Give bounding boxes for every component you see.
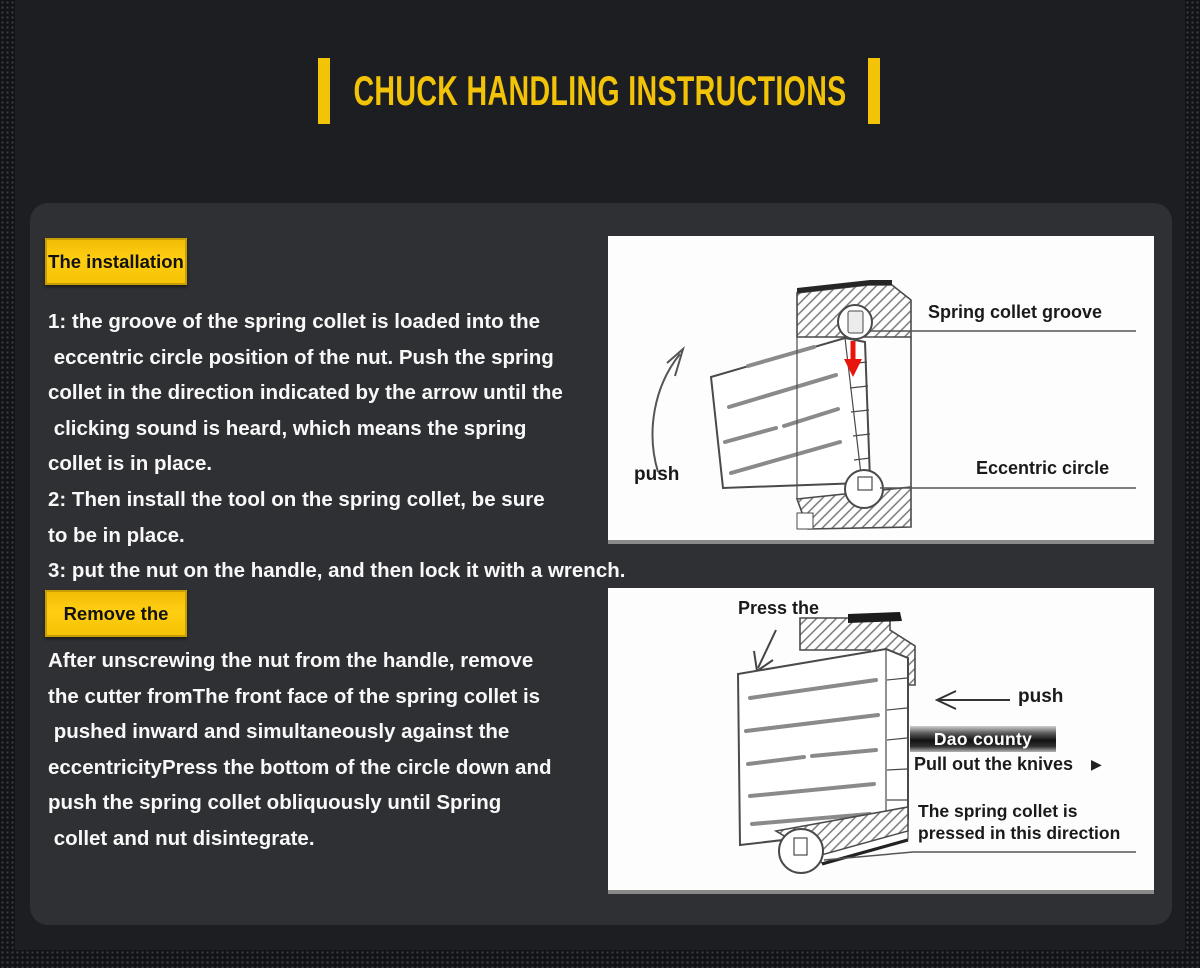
collet-remove-drawing xyxy=(608,588,1154,890)
installation-badge: The installation xyxy=(45,238,187,285)
pressed-direction-label xyxy=(918,800,1120,844)
page-title: CHUCK HANDLING INSTRUCTIONS xyxy=(353,67,847,114)
installation-diagram xyxy=(608,236,1154,540)
instruction-line: 2: Then install the tool on the spring collet, be sure xyxy=(48,487,545,511)
eccentric-circle-label: Eccentric circle xyxy=(976,458,1110,478)
instruction-line: pushed inward and simultaneously against the xyxy=(48,720,510,744)
removal-badge: Remove the xyxy=(45,590,187,637)
spring-collet-groove-label: Spring collet groove xyxy=(928,302,1103,322)
title-accent-bar-left xyxy=(318,58,330,124)
push-label: push xyxy=(1018,686,1064,707)
instruction-line: collet is in place. xyxy=(48,452,213,476)
press-the-label: Press the xyxy=(738,598,820,618)
content-panel xyxy=(30,203,1172,925)
page-header xyxy=(0,56,1200,126)
instruction-line: collet in the direction indicated by the arrow until the xyxy=(48,381,563,405)
instruction-line: collet and nut disintegrate. xyxy=(48,826,315,850)
instruction-line: eccentricityPress the bottom of the circle down and xyxy=(48,755,552,779)
pull-out-knives-label xyxy=(914,754,1102,775)
instruction-line: clicking sound is heard, which means the spring xyxy=(48,416,527,440)
removal-diagram xyxy=(608,588,1154,890)
pull-out-knives-text: Pull out the knives xyxy=(914,754,1074,774)
dao-county-badge: Dao county xyxy=(910,726,1056,752)
press-arrow-icon xyxy=(758,630,776,668)
push-label: push xyxy=(634,464,680,485)
right-triangle-icon: ▶ xyxy=(1091,756,1102,772)
title-accent-bar-right xyxy=(868,58,880,124)
instruction-line: 3: put the nut on the handle, and then lock it with a wrench. xyxy=(48,559,626,583)
instruction-line: 1: the groove of the spring collet is loaded into the xyxy=(48,310,541,333)
instruction-line: After unscrewing the nut from the handle, remove xyxy=(48,649,534,672)
instruction-line: the cutter fromThe front face of the spring collet is xyxy=(48,684,541,708)
pressed-direction-line1: The spring collet is xyxy=(918,801,1078,821)
collet-install-drawing xyxy=(608,236,1154,540)
instruction-line: push the spring collet obliquously until Spring xyxy=(48,791,502,815)
pressed-direction-line2: pressed in this direction xyxy=(918,823,1121,843)
instruction-line: to be in place. xyxy=(48,523,185,547)
instruction-line: eccentric circle position of the nut. Push the spring xyxy=(48,345,554,369)
